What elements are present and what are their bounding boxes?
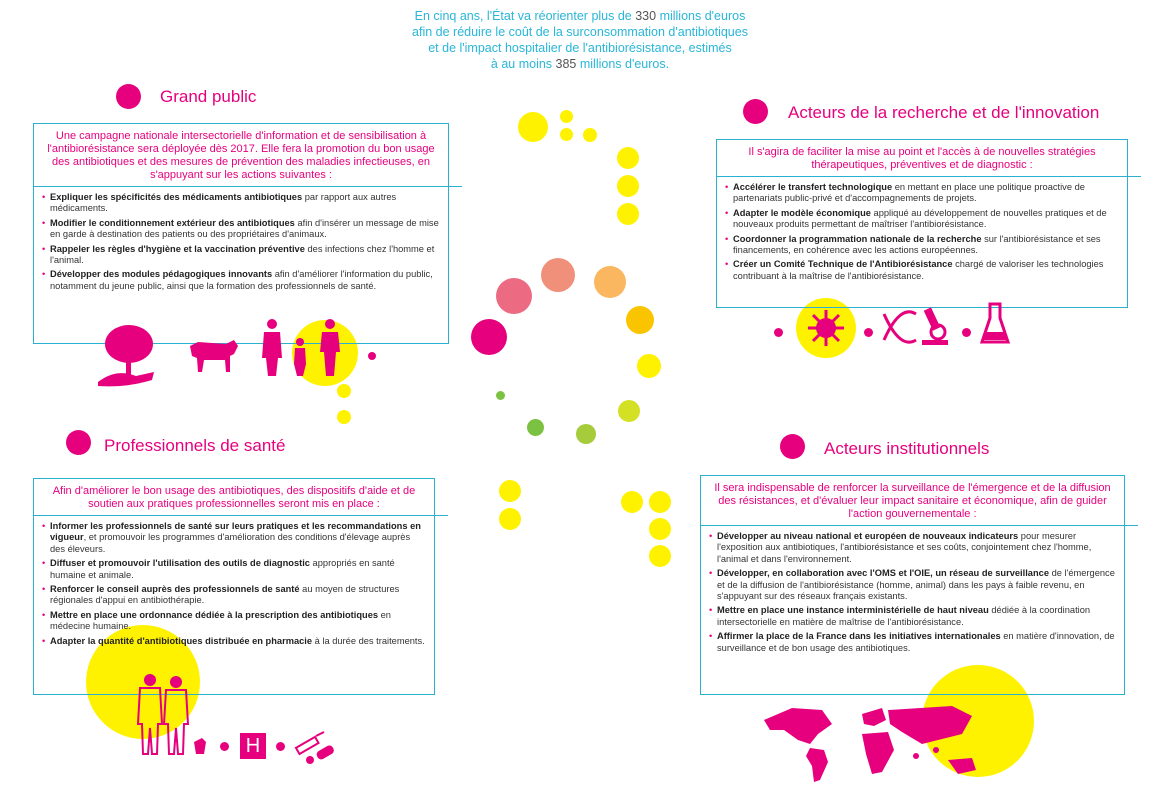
item-bold: Diffuser et promouvoir l'utilisation des outils de diagnostic	[50, 558, 310, 569]
ring-dot	[496, 278, 532, 314]
cow-icon	[186, 338, 240, 374]
list-item	[42, 521, 426, 555]
section-dot-institution	[780, 434, 805, 459]
syringe-pills-icon	[292, 730, 338, 766]
list-item	[709, 531, 1116, 565]
ring-dot	[617, 203, 639, 225]
hospital-letter: H	[245, 735, 261, 757]
flask-icon	[980, 302, 1010, 346]
list-item	[42, 218, 440, 241]
box-head: Il s'agira de faciliter la mise au point et l'accès à de nouvelles stratégies thérapeutiques, préventives et de diagnostic :	[748, 146, 1096, 171]
item-text: en mettant en place une politique proactive de partenariats public-privé et d'accompagnements de projets.	[733, 182, 1085, 204]
list-item	[709, 568, 1116, 602]
microscope-icon	[918, 306, 952, 346]
section-dot-recherche	[743, 99, 768, 124]
item-text: appropriés en santé humaine et animale.	[50, 558, 395, 580]
list-item	[42, 558, 426, 581]
ring-dot	[617, 175, 639, 197]
ring-dot	[541, 258, 575, 292]
virus-icon	[806, 308, 846, 348]
item-text: au moyen de structures régionales d'appui en antibiothérapie.	[50, 584, 400, 606]
ring-dot	[337, 384, 351, 398]
ring-dot	[471, 319, 507, 355]
action-list	[34, 516, 434, 656]
item-bold: Adapter le modèle économique	[733, 207, 871, 218]
section-dot-sante	[66, 430, 91, 455]
small-dot	[220, 742, 229, 751]
section-title-recherche: Acteurs de la recherche et de l'innovation	[788, 103, 1100, 122]
ring-dot	[594, 266, 626, 298]
list-item	[709, 631, 1116, 654]
small-dot	[962, 328, 971, 337]
intro-line3: et de l'impact hospitalier de l'antibiorésistance, estimés	[428, 41, 732, 55]
item-text: afin d'améliorer l'information du public, notamment du jeune public, ainsi que la formation des professionnels de santé.	[50, 269, 433, 291]
small-dot	[774, 328, 783, 337]
box-recherche	[716, 139, 1128, 308]
list-item	[709, 605, 1116, 628]
list-item	[42, 636, 426, 647]
intro-line1b: millions d'euros	[656, 9, 746, 23]
ring-dot	[649, 545, 671, 567]
list-item	[725, 234, 1119, 257]
ring-dot	[499, 508, 521, 530]
intro-amount-330: 330	[635, 9, 657, 23]
section-title-sante: Professionnels de santé	[104, 436, 286, 455]
item-bold: Informer les professionnels de santé sur leurs pratiques et les recommandations en vigueur	[50, 521, 421, 543]
ring-dot	[617, 147, 639, 169]
intro-line4b: millions d'euros.	[576, 57, 670, 71]
world-map-icon	[762, 700, 1002, 788]
section-title-institution: Acteurs institutionnels	[824, 439, 990, 458]
ring-dot	[626, 306, 654, 334]
ring-dot	[618, 400, 640, 422]
ring-dot	[527, 419, 544, 436]
intro-text	[380, 8, 780, 72]
item-bold: Développer au niveau national et européen de nouveaux indicateurs	[717, 531, 1019, 541]
item-text: chargé de valoriser les technologies contribuant à la maîtrise de l'antibiorésistance.	[733, 259, 1104, 281]
action-list	[701, 526, 1124, 663]
list-item	[42, 244, 440, 267]
item-bold: Coordonner la programmation nationale de la recherche	[733, 233, 982, 244]
item-text: des infections chez l'homme et l'animal.	[50, 243, 435, 266]
family-icon	[258, 318, 348, 378]
box-head: Afin d'améliorer le bon usage des antibiotiques, des dispositifs d'aide et de soutien aux pratiques professionnelles seront mis en place :	[52, 485, 416, 510]
ring-dot	[499, 480, 521, 502]
section-title-public: Grand public	[160, 87, 257, 106]
item-bold: Développer des modules pédagogiques innovants	[50, 269, 273, 280]
item-text: pour mesurer l'exposition aux antibiotiques, l'antibiorésistance et ses coûts, conjointement chez l'homme, l'animal et dans l'environnement.	[717, 531, 1092, 564]
item-bold: Affirmer la place de la France dans les initiatives internationales	[717, 631, 1001, 642]
item-bold: Renforcer le conseil auprès des professionnels de santé	[50, 584, 300, 595]
item-bold: Expliquer les spécificités des médicaments antibiotiques	[50, 192, 303, 202]
box-institution	[700, 475, 1125, 695]
item-bold: Mettre en place une ordonnance dédiée à la prescription des antibiotiques	[50, 609, 379, 620]
box-head: Il sera indispensable de renforcer la surveillance de l'émergence et de la diffusion des résistances, et d'évaluer leur impact sanitaire et économique, afin de guider l'action gouvernementale :	[714, 482, 1111, 520]
ring-dot	[496, 391, 505, 400]
item-text: par rapport aux autres médicaments.	[50, 192, 397, 214]
list-item	[42, 192, 440, 215]
tree-hand-icon	[96, 322, 156, 388]
ring-dot	[637, 354, 661, 378]
item-text: afin d'insérer un message de mise en garde à destination des patients ou des propriétaires d'animaux.	[50, 217, 439, 240]
ring-dot	[518, 112, 548, 142]
intro-line2: afin de réduire le coût de la surconsommation d'antibiotiques	[412, 25, 748, 39]
hospital-icon	[240, 733, 266, 759]
ring-dot	[583, 128, 597, 142]
section-dot-public	[116, 84, 141, 109]
ring-dot	[649, 518, 671, 540]
small-dot	[276, 742, 285, 751]
ring-dot	[368, 352, 376, 360]
intro-line4a: à au moins	[490, 57, 556, 71]
list-item	[42, 584, 426, 607]
box-grand-public	[33, 123, 449, 344]
ring-dot	[649, 491, 671, 513]
dna-icon	[882, 310, 918, 344]
item-bold: Développer, en collaboration avec l'OMS et l'OIE, un réseau de surveillance	[717, 568, 1049, 579]
box-head: Une campagne nationale intersectorielle d'information et de sensibilisation à l'antibiorésistance sera déployée dès 2017. Elle fera la promotion du bon usage des antibiotiques et des mesures de prévention des maladies infectieuses, en s'appuyant sur les actions suivantes :	[47, 130, 435, 181]
action-list	[717, 177, 1127, 291]
item-text: dédiée à la coordination intersectorielle en matière de maîtrise de l'antibiorésistance.	[717, 605, 1091, 627]
intro-amount-385: 385	[555, 57, 577, 71]
item-text: , et promouvoir les programmes d'amélioration des conditions d'élevage auprès des éleveurs.	[50, 532, 411, 554]
box-sante	[33, 478, 435, 695]
item-text: appliqué au développement de nouvelles pratiques et de nouveaux produits permettant de maîtriser l'antibiorésistance.	[733, 207, 1107, 230]
item-bold: Mettre en place une instance interministérielle de haut niveau	[717, 605, 989, 616]
list-item	[725, 259, 1119, 282]
doctors-icon	[132, 672, 212, 756]
list-item	[725, 182, 1119, 205]
item-text: de l'émergence et de la diffusion de l'antibiorésistance (homme, animal) dans les pays à faible revenu, en s'appuyant sur des réseaux français existants.	[717, 568, 1115, 602]
item-text: sur l'antibiorésistance et ses financements, en cohérence avec les actions européennes.	[733, 233, 1101, 256]
action-list	[34, 187, 448, 301]
ring-dot	[560, 110, 573, 123]
item-text: à la durée des traitements.	[312, 635, 425, 646]
item-text: en matière d'innovation, de surveillance et de bon usage des antibiotiques.	[717, 631, 1115, 653]
item-bold: Créer un Comité Technique de l'Antibiorésistance	[733, 259, 953, 270]
ring-dot	[576, 424, 596, 444]
ring-dot	[560, 128, 573, 141]
item-bold: Adapter la quantité d'antibiotiques distribuée en pharmacie	[50, 635, 313, 646]
ring-dot	[337, 410, 351, 424]
item-text: en médecine humaine.	[50, 609, 391, 632]
item-bold: Rappeler les règles d'hygiène et la vaccination préventive	[50, 243, 305, 254]
item-bold: Modifier le conditionnement extérieur des antibiotiques	[50, 217, 295, 228]
small-dot	[864, 328, 873, 337]
item-bold: Accélérer le transfert technologique	[733, 182, 893, 192]
list-item	[42, 610, 426, 633]
intro-line1a: En cinq ans, l'État va réorienter plus de	[414, 9, 636, 23]
list-item	[42, 269, 440, 292]
list-item	[725, 208, 1119, 231]
ring-dot	[621, 491, 643, 513]
